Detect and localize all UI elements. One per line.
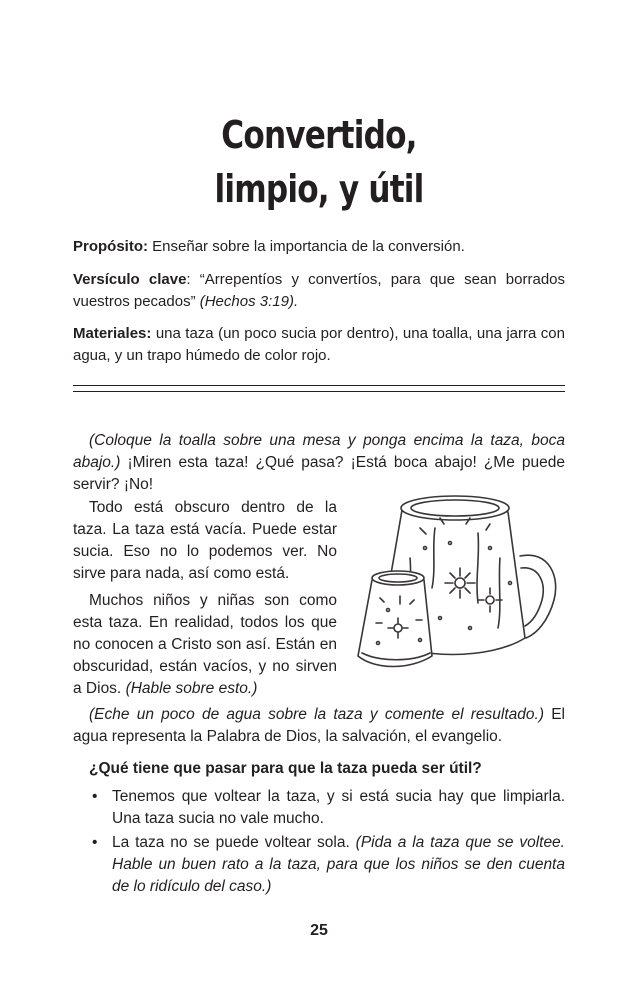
water-text: El agua representa la Palabra de Dios, la salvación, el evangelio. xyxy=(73,706,565,745)
key-verse-label: Versículo clave xyxy=(73,271,187,288)
purpose-text: Enseñar sobre la importancia de la conversión. xyxy=(148,238,465,255)
purpose-paragraph xyxy=(73,236,565,258)
key-verse-reference: (Hechos 3:19). xyxy=(199,293,299,310)
materials-label: Materiales: xyxy=(73,325,152,342)
bullet-text: Tenemos que voltear la taza, y si está sucia hay que limpiarla. Una taza sucia no vale mucho. xyxy=(112,788,565,827)
bullet-icon: • xyxy=(92,834,98,851)
children-text: Muchos niños y niñas son como esta taza. En realidad, todos los que no conocen a Cristo son así. Están en obscuridad, están vacíos, y no sirven a Dios. xyxy=(73,592,337,697)
cups-illustration xyxy=(340,488,568,676)
purpose-label: Propósito: xyxy=(73,238,148,255)
divider-rule xyxy=(73,385,565,386)
bullet-icon: • xyxy=(92,788,98,805)
materials-paragraph xyxy=(73,323,565,367)
instruction-italic: (Pida a la taza que se voltee. Hable un buen rato a la taza, para que los niños se den cuenta de lo ridículo del caso.) xyxy=(112,834,565,895)
materials-text: una taza (un poco sucia por dentro), una toalla, una jarra con agua, y un trapo húmedo de color rojo. xyxy=(73,325,565,364)
key-verse-text: : “Arrepentíos y convertíos, para que sean borrados vuestros pecados” xyxy=(73,271,565,310)
page-title-line-1: Convertido, xyxy=(221,113,417,157)
divider-rule xyxy=(73,391,565,392)
question-heading: ¿Qué tiene que pasar para que la taza pueda ser útil? xyxy=(89,760,482,777)
intro-paragraph xyxy=(73,430,565,496)
instruction-italic: (Coloque la toalla sobre una mesa y ponga encima la taza, boca abajo.) xyxy=(73,432,565,471)
children-paragraph xyxy=(73,590,337,700)
bullet-item xyxy=(92,786,565,830)
water-paragraph xyxy=(73,704,565,748)
bullet-text: La taza no se puede voltear sola. xyxy=(112,834,356,851)
instruction-italic: (Eche un poco de agua sobre la taza y comente el resultado.) xyxy=(89,706,544,723)
intro-text: ¡Miren esta taza! ¿Qué pasa? ¡Está boca abajo! ¿Me puede servir? ¡No! xyxy=(73,454,565,493)
page-number: 25 xyxy=(310,922,328,939)
dark-cup-paragraph: Todo está obscuro dentro de la taza. La taza está vacía. Puede estar sucia. Eso no lo podemos ver. No sirve para nada, así como está. xyxy=(73,499,337,582)
key-verse-paragraph xyxy=(73,269,565,313)
instruction-italic: (Hable sobre esto.) xyxy=(125,680,258,697)
page-title-line-2: limpio, y útil xyxy=(214,167,424,211)
bullet-item xyxy=(92,832,565,898)
